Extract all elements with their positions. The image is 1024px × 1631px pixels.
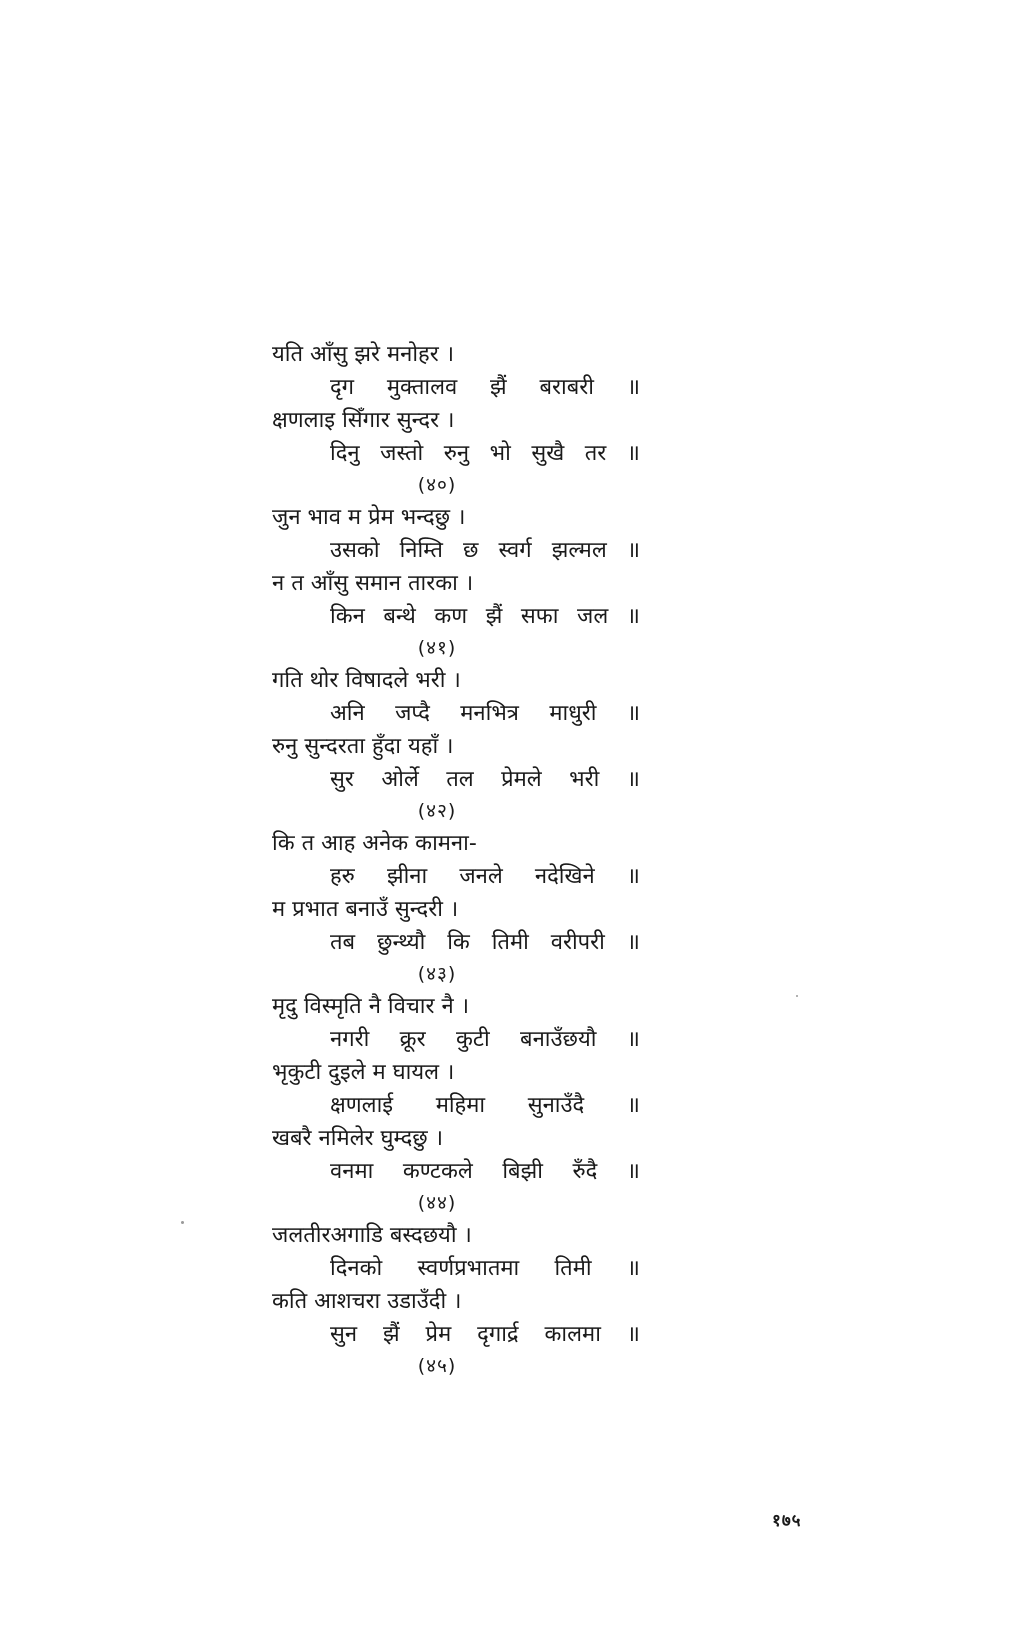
verse-line: यति आँसु झरे मनोहर । bbox=[272, 342, 455, 367]
verse-line: क्षणलाई महिमा सुनाउँदै ॥ bbox=[330, 1093, 640, 1118]
verse-number: (४२) bbox=[417, 800, 457, 822]
verse-line: दिनको स्वर्णप्रभातमा तिमी ॥ bbox=[330, 1256, 640, 1281]
verse-line: भृकुटी दुइले म घायल । bbox=[272, 1060, 455, 1085]
paper-speck bbox=[796, 995, 798, 997]
verse-line: किन बन्थे कण झैं सफा जल ॥ bbox=[330, 604, 640, 629]
paper-speck bbox=[181, 1221, 184, 1224]
verse-line: म प्रभात बनाउँ सुन्दरी । bbox=[272, 897, 459, 922]
stanza-43 bbox=[272, 827, 652, 990]
verse-line: न त आँसु समान तारका । bbox=[272, 571, 474, 596]
stanza-44 bbox=[272, 990, 652, 1219]
stanza-42 bbox=[272, 664, 652, 827]
verse-number: (४५) bbox=[417, 1355, 457, 1377]
verse-line: दिनु जस्तो रुनु भो सुखै तर ॥ bbox=[330, 441, 640, 466]
stanza-45 bbox=[272, 1219, 652, 1382]
poem-body bbox=[272, 338, 652, 1382]
page-number: १७५ bbox=[772, 1511, 802, 1531]
verse-line: हरु झीना जनले नदेखिने ॥ bbox=[330, 864, 640, 889]
verse-line: अनि जप्दै मनभित्र माधुरी ॥ bbox=[330, 701, 640, 726]
verse-line: उसको निम्ति छ स्वर्ग झल्मल ॥ bbox=[330, 538, 640, 563]
verse-number: (४३) bbox=[417, 963, 457, 985]
verse-number: (४०) bbox=[417, 474, 457, 496]
stanza-41 bbox=[272, 501, 652, 664]
verse-number: (४१) bbox=[417, 637, 457, 659]
verse-line: कति आशचरा उडाउँदी । bbox=[272, 1289, 462, 1314]
stanza-40 bbox=[272, 338, 652, 501]
verse-line: मृदु विस्मृति नै विचार नै । bbox=[272, 994, 470, 1019]
verse-line: वनमा कण्टकले बिझी रुँदै ॥ bbox=[330, 1159, 640, 1184]
verse-line: तब छुन्थ्यौ कि तिमी वरीपरी ॥ bbox=[330, 930, 640, 955]
verse-line: रुनु सुन्दरता हुँदा यहाँ । bbox=[272, 734, 454, 759]
verse-line: जुन भाव म प्रेम भन्दछु । bbox=[272, 505, 466, 530]
verse-line: सुन झैं प्रेम दृगार्द्र कालमा ॥ bbox=[330, 1322, 640, 1347]
verse-line: कि त आह अनेक कामना- bbox=[272, 831, 477, 856]
verse-line: सुर ओर्ले तल प्रेमले भरी ॥ bbox=[330, 767, 640, 792]
verse-line: क्षणलाइ सिँगार सुन्दर । bbox=[272, 408, 455, 433]
verse-line: जलतीरअगाडि बस्दछयौ । bbox=[272, 1223, 472, 1248]
verse-line: गति थोर विषादले भरी । bbox=[272, 668, 461, 693]
verse-line: खबरै नमिलेर घुम्दछु । bbox=[272, 1126, 444, 1151]
verse-number: (४४) bbox=[417, 1192, 457, 1214]
verse-line: दृग मुक्तालव झैं बराबरी ॥ bbox=[330, 375, 640, 400]
verse-line: नगरी क्रूर कुटी बनाउँछयौ ॥ bbox=[330, 1027, 640, 1052]
